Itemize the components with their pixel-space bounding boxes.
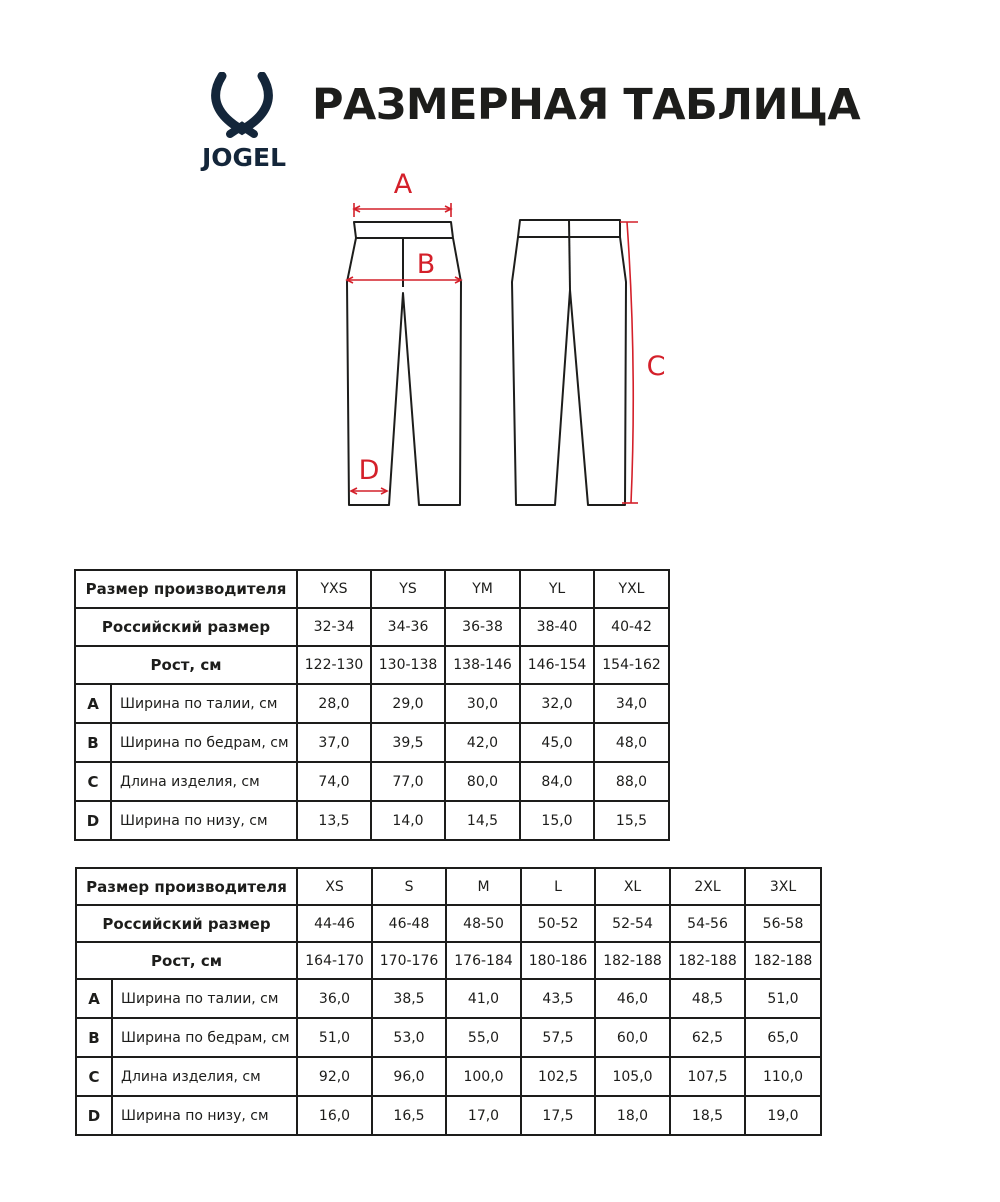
value-cell: 34-36 bbox=[371, 608, 445, 646]
value-cell: 13,5 bbox=[297, 801, 371, 840]
measure-row-c bbox=[76, 1057, 821, 1096]
size-cell: 2XL bbox=[670, 868, 745, 905]
param-label: Длина изделия, см bbox=[112, 1057, 297, 1096]
value-cell: 16,5 bbox=[372, 1096, 446, 1135]
param-label: Длина изделия, см bbox=[111, 762, 297, 801]
size-cell: 3XL bbox=[745, 868, 821, 905]
value-cell: 74,0 bbox=[297, 762, 371, 801]
size-table-kids-body bbox=[75, 570, 669, 840]
measure-row-b bbox=[75, 723, 669, 762]
measure-d-label: D bbox=[358, 455, 380, 486]
value-cell: 15,0 bbox=[520, 801, 594, 840]
value-cell: 28,0 bbox=[297, 684, 371, 723]
value-cell: 29,0 bbox=[371, 684, 445, 723]
size-cell: YL bbox=[520, 570, 594, 608]
page-title: РАЗМЕРНАЯ ТАБЛИЦА bbox=[312, 80, 861, 130]
row-label: Размер производителя bbox=[75, 570, 297, 608]
size-cell: YXL bbox=[594, 570, 669, 608]
value-cell: 18,5 bbox=[670, 1096, 745, 1135]
size-cell: L bbox=[521, 868, 595, 905]
value-cell: 138-146 bbox=[445, 646, 520, 684]
manufacturer-size-row bbox=[75, 570, 669, 608]
value-cell: 122-130 bbox=[297, 646, 371, 684]
measure-row-c bbox=[75, 762, 669, 801]
measure-letter: C bbox=[75, 762, 111, 801]
measure-row-d bbox=[75, 801, 669, 840]
value-cell: 62,5 bbox=[670, 1018, 745, 1057]
measure-b-label: B bbox=[416, 249, 436, 280]
value-cell: 17,5 bbox=[521, 1096, 595, 1135]
size-cell: YS bbox=[371, 570, 445, 608]
size-cell: XL bbox=[595, 868, 670, 905]
size-table-kids bbox=[74, 569, 670, 841]
measure-row-a bbox=[76, 979, 821, 1018]
value-cell: 53,0 bbox=[372, 1018, 446, 1057]
value-cell: 110,0 bbox=[745, 1057, 821, 1096]
size-cell: YM bbox=[445, 570, 520, 608]
size-cell: S bbox=[372, 868, 446, 905]
row-label: Российский размер bbox=[76, 905, 297, 942]
value-cell: 50-52 bbox=[521, 905, 595, 942]
value-cell: 18,0 bbox=[595, 1096, 670, 1135]
value-cell: 146-154 bbox=[520, 646, 594, 684]
value-cell: 45,0 bbox=[520, 723, 594, 762]
value-cell: 182-188 bbox=[745, 942, 821, 979]
value-cell: 32-34 bbox=[297, 608, 371, 646]
value-cell: 88,0 bbox=[594, 762, 669, 801]
value-cell: 48-50 bbox=[446, 905, 521, 942]
value-cell: 154-162 bbox=[594, 646, 669, 684]
measure-c-label: C bbox=[646, 351, 666, 382]
pants-back-view bbox=[512, 220, 626, 505]
value-cell: 102,5 bbox=[521, 1057, 595, 1096]
value-cell: 77,0 bbox=[371, 762, 445, 801]
measure-a-marker bbox=[354, 203, 451, 217]
measure-letter: A bbox=[76, 979, 112, 1018]
value-cell: 51,0 bbox=[297, 1018, 372, 1057]
param-label: Ширина по бедрам, см bbox=[112, 1018, 297, 1057]
value-cell: 14,0 bbox=[371, 801, 445, 840]
measure-letter: B bbox=[76, 1018, 112, 1057]
height-row bbox=[75, 646, 669, 684]
value-cell: 15,5 bbox=[594, 801, 669, 840]
value-cell: 37,0 bbox=[297, 723, 371, 762]
measure-letter: D bbox=[75, 801, 111, 840]
value-cell: 180-186 bbox=[521, 942, 595, 979]
value-cell: 164-170 bbox=[297, 942, 372, 979]
jogel-logo-icon bbox=[186, 72, 302, 172]
value-cell: 39,5 bbox=[371, 723, 445, 762]
value-cell: 56-58 bbox=[745, 905, 821, 942]
row-label: Российский размер bbox=[75, 608, 297, 646]
value-cell: 54-56 bbox=[670, 905, 745, 942]
row-label: Рост, см bbox=[76, 942, 297, 979]
row-label: Размер производителя bbox=[76, 868, 297, 905]
value-cell: 55,0 bbox=[446, 1018, 521, 1057]
value-cell: 16,0 bbox=[297, 1096, 372, 1135]
manufacturer-size-row bbox=[76, 868, 821, 905]
value-cell: 60,0 bbox=[595, 1018, 670, 1057]
value-cell: 105,0 bbox=[595, 1057, 670, 1096]
value-cell: 96,0 bbox=[372, 1057, 446, 1096]
value-cell: 170-176 bbox=[372, 942, 446, 979]
brand-logo bbox=[186, 72, 302, 172]
value-cell: 84,0 bbox=[520, 762, 594, 801]
brand-name: JOGEL bbox=[201, 143, 287, 172]
value-cell: 14,5 bbox=[445, 801, 520, 840]
measure-letter: C bbox=[76, 1057, 112, 1096]
param-label: Ширина по талии, см bbox=[112, 979, 297, 1018]
size-cell: XS bbox=[297, 868, 372, 905]
value-cell: 107,5 bbox=[670, 1057, 745, 1096]
value-cell: 100,0 bbox=[446, 1057, 521, 1096]
row-label: Рост, см bbox=[75, 646, 297, 684]
value-cell: 65,0 bbox=[745, 1018, 821, 1057]
measure-a-label: A bbox=[393, 169, 413, 200]
value-cell: 92,0 bbox=[297, 1057, 372, 1096]
value-cell: 36-38 bbox=[445, 608, 520, 646]
measure-row-b bbox=[76, 1018, 821, 1057]
value-cell: 44-46 bbox=[297, 905, 372, 942]
measure-row-d bbox=[76, 1096, 821, 1135]
value-cell: 38-40 bbox=[520, 608, 594, 646]
value-cell: 182-188 bbox=[670, 942, 745, 979]
param-label: Ширина по бедрам, см bbox=[111, 723, 297, 762]
param-label: Ширина по низу, см bbox=[111, 801, 297, 840]
value-cell: 52-54 bbox=[595, 905, 670, 942]
value-cell: 30,0 bbox=[445, 684, 520, 723]
value-cell: 46-48 bbox=[372, 905, 446, 942]
value-cell: 43,5 bbox=[521, 979, 595, 1018]
value-cell: 38,5 bbox=[372, 979, 446, 1018]
value-cell: 48,0 bbox=[594, 723, 669, 762]
value-cell: 48,5 bbox=[670, 979, 745, 1018]
measure-d-marker bbox=[351, 488, 387, 494]
size-table-adult bbox=[75, 867, 822, 1136]
value-cell: 19,0 bbox=[745, 1096, 821, 1135]
measure-letter: D bbox=[76, 1096, 112, 1135]
value-cell: 41,0 bbox=[446, 979, 521, 1018]
value-cell: 17,0 bbox=[446, 1096, 521, 1135]
value-cell: 130-138 bbox=[371, 646, 445, 684]
param-label: Ширина по низу, см bbox=[112, 1096, 297, 1135]
value-cell: 182-188 bbox=[595, 942, 670, 979]
measure-letter: A bbox=[75, 684, 111, 723]
pants-diagram bbox=[330, 165, 690, 520]
russian-size-row bbox=[76, 905, 821, 942]
value-cell: 42,0 bbox=[445, 723, 520, 762]
value-cell: 34,0 bbox=[594, 684, 669, 723]
height-row bbox=[76, 942, 821, 979]
value-cell: 57,5 bbox=[521, 1018, 595, 1057]
russian-size-row bbox=[75, 608, 669, 646]
value-cell: 51,0 bbox=[745, 979, 821, 1018]
param-label: Ширина по талии, см bbox=[111, 684, 297, 723]
value-cell: 46,0 bbox=[595, 979, 670, 1018]
value-cell: 80,0 bbox=[445, 762, 520, 801]
value-cell: 176-184 bbox=[446, 942, 521, 979]
size-table-adult-body bbox=[76, 868, 821, 1135]
measure-row-a bbox=[75, 684, 669, 723]
value-cell: 32,0 bbox=[520, 684, 594, 723]
size-cell: YXS bbox=[297, 570, 371, 608]
value-cell: 40-42 bbox=[594, 608, 669, 646]
size-cell: M bbox=[446, 868, 521, 905]
value-cell: 36,0 bbox=[297, 979, 372, 1018]
measure-letter: B bbox=[75, 723, 111, 762]
